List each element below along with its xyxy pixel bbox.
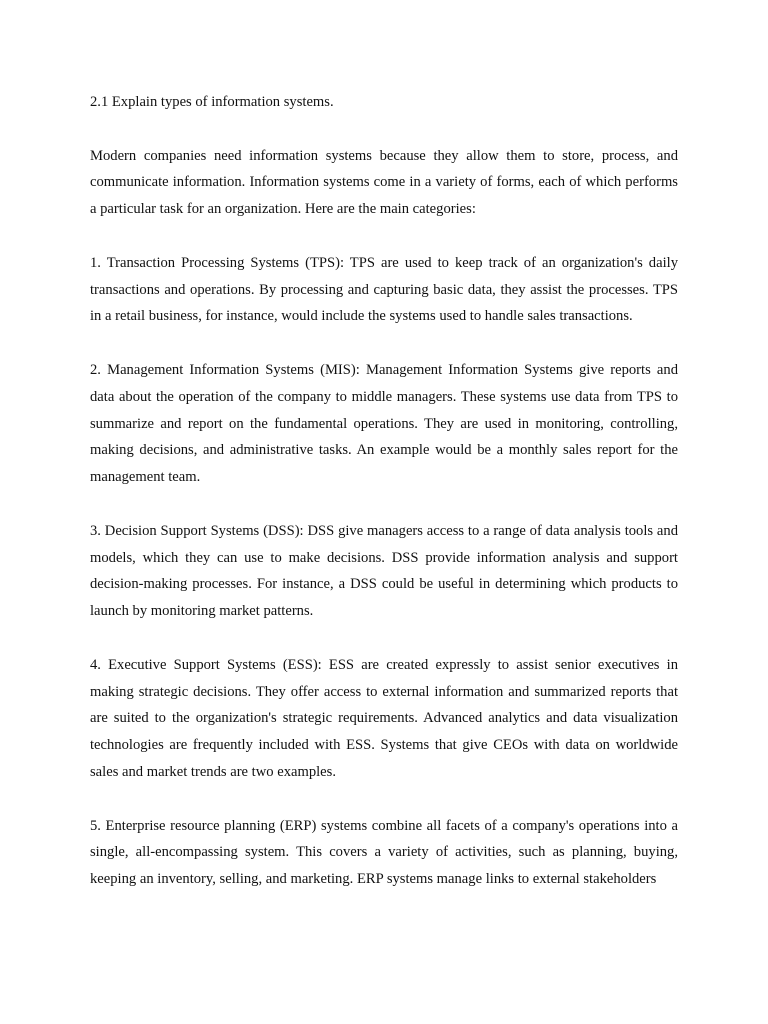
intro-paragraph: Modern companies need information systems because they allow them to store, process, and communicate information. Information systems come in a variety of forms, each of which performs a particular task for an organization. Here are the main categories:: [90, 147, 678, 218]
mis-paragraph: 2. Management Information Systems (MIS): Management Information Systems give reports and data about the operation of the company to middle managers. These systems use data from TPS to summarize and report on the fundamental operations. They are used in monitoring, controlling, making decisions, and administrative tasks. An example would be a monthly sales report for the management team.: [90, 361, 678, 486]
section-heading: 2.1 Explain types of information systems.: [90, 94, 334, 110]
dss-paragraph: 3. Decision Support Systems (DSS): DSS give managers access to a range of data analysis tools and models, which they can use to make decisions. DSS provide information analysis and support decision-making processes. For instance, a DSS could be useful in determining which products to launch by monitoring market patterns.: [90, 522, 678, 620]
tps-paragraph: 1. Transaction Processing Systems (TPS): TPS are used to keep track of an organization's daily transactions and operations. By processing and capturing basic data, they assist the processes. TPS in a retail business, for instance, would include the systems used to handle sales transactions.: [90, 254, 678, 325]
erp-paragraph: 5. Enterprise resource planning (ERP) systems combine all facets of a company's operations into a single, all-encompassing system. This covers a variety of activities, such as planning, buying, keeping an inventory, selling, and marketing. ERP systems manage links to external stakeholders: [90, 817, 678, 888]
ess-paragraph: 4. Executive Support Systems (ESS): ESS are created expressly to assist senior executives in making strategic decisions. They offer access to external information and summarized reports that are suited to the organization's strategic requirements. Advanced analytics and data visualization technologies are frequently included with ESS. Systems that give CEOs with data on worldwide sales and market trends are two examples.: [90, 656, 678, 780]
document-body: [90, 89, 678, 893]
